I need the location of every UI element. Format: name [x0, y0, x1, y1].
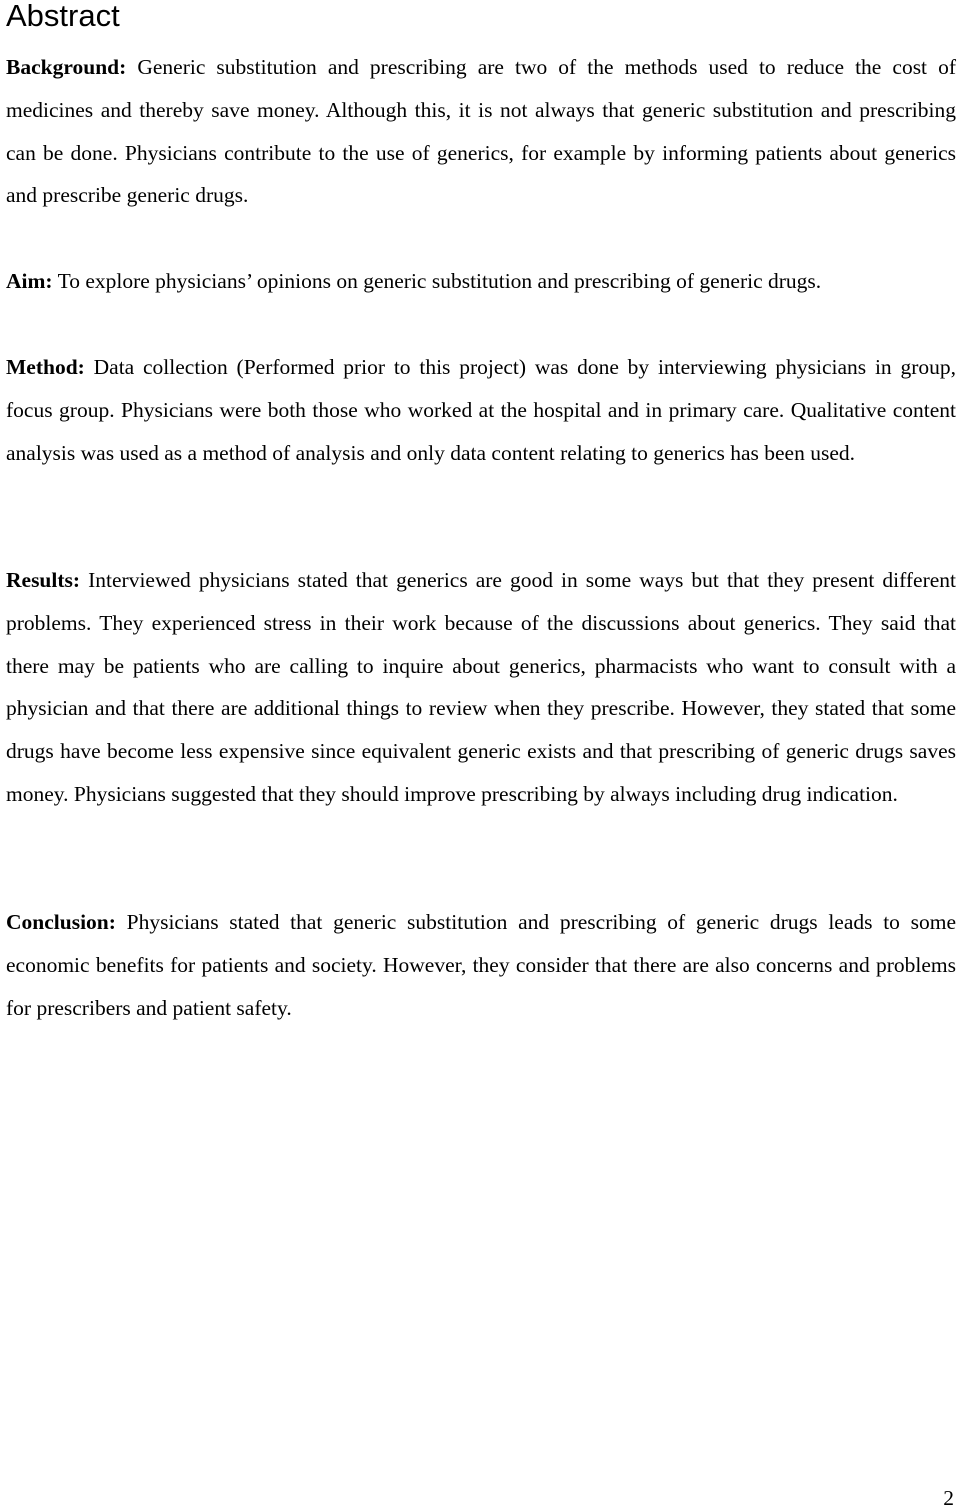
aim-label: Aim: — [6, 269, 53, 293]
background-label: Background: — [6, 55, 127, 79]
conclusion-text: Physicians stated that generic substitution and prescribing of generic drugs leads to some economic benefits for patients and society. However, they consider that there are also concerns and problems for prescribers and patient safety. — [6, 910, 956, 1020]
page-number: 2 — [943, 1486, 954, 1510]
aim-paragraph — [6, 260, 956, 303]
background-paragraph — [6, 46, 956, 217]
abstract-heading: Abstract — [6, 0, 120, 33]
method-paragraph — [6, 346, 956, 474]
conclusion-paragraph — [6, 901, 956, 1029]
conclusion-label: Conclusion: — [6, 910, 116, 934]
results-text: Interviewed physicians stated that generics are good in some ways but that they present different problems. They experienced stress in their work because of the discussions about generics. They said that there may be patients who are calling to inquire about generics, pharmacists who want to consult with a physician and that there are additional things to review when they prescribe. However, they stated that some drugs have become less expensive since equivalent generic exists and that prescribing of generic drugs saves money. Physicians suggested that they should improve prescribing by always including drug indication. — [6, 568, 957, 806]
results-label: Results: — [6, 568, 81, 592]
background-text: Generic substitution and prescribing are two of the methods used to reduce the cost of medicines and thereby save money. Although this, it is not always that generic substitution and prescribing can be done. Physicians contribute to the use of generics, for example by informing patients about generics and prescribe generic drugs. — [6, 55, 956, 208]
method-label: Method: — [6, 355, 85, 379]
method-text: Data collection (Performed prior to this project) was done by interviewing physicians in group, focus group. Physicians were both those who worked at the hospital and in primary care. Qualitative content analysis was used as a method of analysis and only data content relating to generics has been used. — [6, 355, 956, 465]
results-paragraph — [6, 559, 956, 816]
aim-text: To explore physicians’ opinions on generic substitution and prescribing of generic drugs. — [57, 269, 822, 293]
